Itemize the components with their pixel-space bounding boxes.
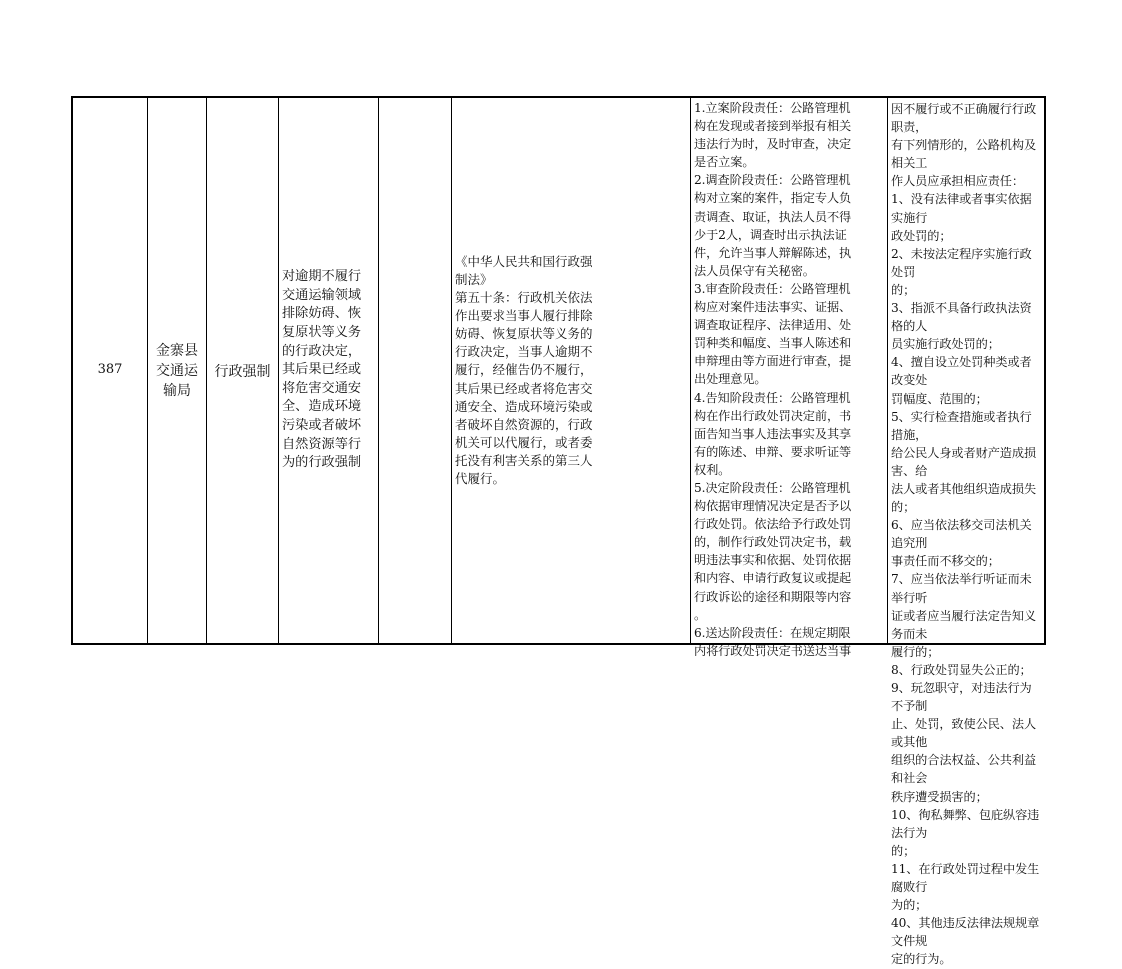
item-name: 对逾期不履行 交通运输领域 排除妨碍、恢 复原状等义务 的行政决定， 其后果已经或 将危害交通安 全、造成环境 污染或者破坏 自然资源等行 为的行政强制 [282, 269, 362, 471]
empty-cell [379, 98, 452, 643]
department-cell [148, 98, 207, 643]
row-number: 387 [97, 362, 123, 378]
department-name: 金寨县 交通运 输局 [156, 342, 198, 399]
item-name-cell [279, 98, 379, 643]
accountability-cell [888, 98, 1044, 967]
responsibilities: 1.立案阶段责任：公路管理机 构在发现或者接到举报有相关 违法行为时，及时审查，决定 是否立案。 2.调查阶段责任：公路管理机 构对立案的案件，指定专人负 责调查、取证，执法人员不得 少于2人，调查时出示执法证 件，允许当事人辩解陈述，执 法人员保守有关秘密。 3.审查阶段责任：公路管理机 构应对案件违法事实、证据、 调查取证程序、法律适用、处 罚种类和幅度、当事人陈述和 申辩理由等方面进行审查，提 出处理意见。 4.告知阶段责任：公路管理机 构在作出行政处罚决定前，书 面告知当事人违法事实及其享 有的陈述、申辩、要求听证等 权利。 5.决定阶段责任：公路管理机 构依据审理情况决定是否予以 行政处罚。依法给予行政处罚 的，制作行政处罚决定书，载 明违法事实和依据、处罚依据 和内容、申请行政复议或提起 行政诉讼的途径和期限等内容 。 6.送达阶段责任：在规定期限 内将行政处罚决定书送达当事 [694, 101, 852, 658]
authority-table-row [71, 96, 1046, 967]
accountability: 因不履行或不正确履行行政职责， 有下列情形的，公路机构及相关工 作人员应承担相应责任： 1、没有法律或者事实依据实施行 政处罚的； 2、未按法定程序实施行政处罚 的； 3、指派不具备行政执法资格的人 员实施行政处罚的； 4、擅自设立处罚种类或者改变处 罚幅度、范围的； 5、实行检查措施或者执行措施， 给公民人身或者财产造成损害、给 法人或者其他组织造成损失的； 6、应当依法移交司法机关追究刑 事责任而不移交的； 7、应当依法举行听证而未举行听 证或者应当履行法定告知义务而未 履行的； 8、行政处罚显失公正的； 9、玩忽职守，对违法行为不予制 止、处罚，致使公民、法人或其他 组织的合法权益、公共利益和社会 秩序遭受损害的； 10、徇私舞弊、包庇纵容违法行为 的； 11、在行政处罚过程中发生腐败行 为的； 40、其他违反法律法规规章文件规 定的行为。 [891, 102, 1040, 967]
responsibilities-cell [691, 98, 888, 658]
category-cell [207, 98, 279, 643]
power-category: 行政强制 [214, 363, 271, 380]
row-number-cell [73, 98, 148, 643]
legal-basis: 《中华人民共和国行政强 制法》 第五十条：行政机关依法 作出要求当事人履行排除 妨碍、恢复原状等义务的 行政决定，当事人逾期不 履行，经催告仍不履行， 其后果已经或者将危害交 通安全、造成环境污染或 者破坏自然资源的，行政 机关可以代履行，或者委 托没有利害关系的第三人 代履行。 [455, 253, 593, 487]
legal-basis-cell [452, 98, 691, 643]
